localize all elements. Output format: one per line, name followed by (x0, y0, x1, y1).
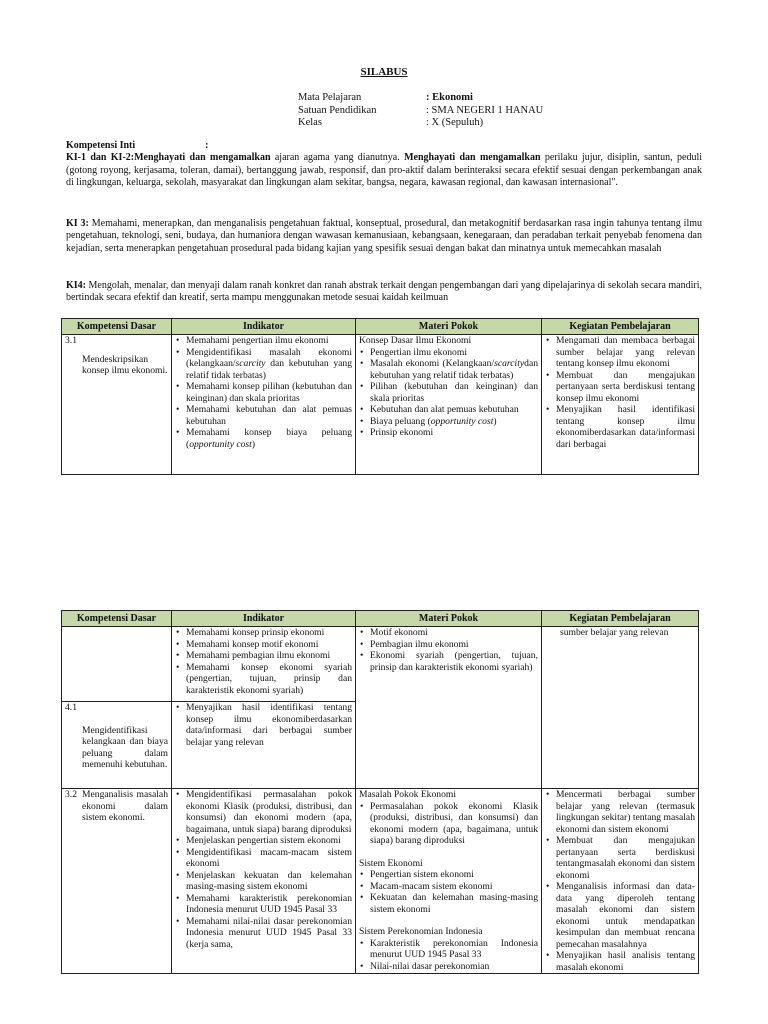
meta-row-school (298, 105, 543, 118)
ki-4-text: Mengolah, menalar, dan menyaji dalam ranah konkret dan ranah abstrak terkait dengan pengembangan dari yang dipelajarinya di sekolah secara mandiri, bertindak secara efektif dan kreatif, serta mampu menggunakan metode sesuai kaidah keilmuan (66, 280, 702, 304)
header-materi-pokok: Materi Pokok (356, 611, 542, 627)
list-item: • Membuat dan mengajukan pertanyaan serta berdiskusi tentangmasalah ekonomi dan sistem ekonomi (545, 835, 695, 881)
meta-row-subject (298, 92, 543, 105)
header-kegiatan: Kegiatan Pembelajaran (542, 319, 699, 335)
indikator-list (175, 627, 352, 696)
kegiatan-list (545, 789, 695, 973)
materi-list (359, 347, 538, 439)
table-row (62, 335, 699, 475)
materi-cell (356, 789, 542, 974)
list-item: • Membuat dan mengajukan pertanyaan serta berdiskusi tentang konsep ilmu ekonomi (545, 370, 695, 405)
kd-cell (62, 335, 172, 475)
ki-1-2-label: KI-1 dan KI-2:Menghayati dan mengamalkan (66, 152, 271, 164)
meta-value: : X (Sepuluh) (426, 117, 484, 129)
ki-4-label: KI4: (66, 280, 86, 291)
kd-number: 4.1 (65, 702, 77, 713)
indikator-list (175, 789, 352, 950)
kd-number: 3.1 (65, 335, 77, 346)
table-row (62, 789, 699, 974)
list-item: • Pengertian ilmu ekonomi (359, 347, 538, 359)
header-indikator: Indikator (172, 611, 356, 627)
indikator-cell (172, 702, 356, 789)
document-title: SILABUS (360, 66, 408, 78)
ki-heading-text: Kompetensi Inti (66, 140, 136, 151)
list-item: • Prinsip ekonomi (359, 427, 538, 439)
list-item: • Pilihan (kebutuhan dan keinginan) dan skala prioritas (359, 381, 538, 404)
ki-3-label: KI 3: (66, 218, 89, 229)
ki-section (66, 140, 702, 189)
header-materi-pokok: Materi Pokok (356, 319, 542, 335)
kd-text: Menganalisis masalah ekonomi dalam sistem ekonomi. (82, 789, 168, 823)
list-item: • Menyajikan hasil identifikasi tentang konsep ilmu ekonomiberdasarkan data/informasi dari berbagai (545, 404, 695, 450)
indikator-cell (172, 335, 356, 475)
list-item: • Ekonomi syariah (pengertian, tujuan, prinsip dan karakteristik ekonomi syariah) (359, 650, 538, 673)
ki-3-paragraph (66, 218, 702, 255)
list-item: • Memahami karakteristik perekonomian Indonesia menurut UUD 1945 Pasal 33 (175, 893, 352, 916)
list-item: • Mengidentifikasi macam-macam sistem ekonomi (175, 847, 352, 870)
list-item: • Macam-macam sistem ekonomi (359, 881, 538, 893)
list-item: • Nilai-nilai dasar perekonomian (359, 961, 538, 973)
table-header-row (62, 611, 699, 627)
list-item: • Motif ekonomi (359, 627, 538, 639)
list-item: • Masalah ekonomi (Kelangkaan/scarcitydan kebutuhan yang relatif tidak terbatas) (359, 358, 538, 381)
list-item: • Permasalahan pokok ekonomi Klasik (produksi, distribusi, dan konsumsi) dan ekonomi modern (apa, bagaimana, untuk siapa) barang diproduksi (359, 801, 538, 847)
list-item: • Memahami konsep motif ekonomi (175, 639, 352, 651)
meta-value: : Ekonomi (426, 92, 473, 103)
list-item: • Memahami pembagian ilmu ekonomi (175, 650, 352, 662)
materi-title: Sistem Ekonomi (359, 857, 423, 869)
list-item: • Kekuatan dan kelemahan masing-masing sistem ekonomi (359, 892, 538, 915)
header-kegiatan: Kegiatan Pembelajaran (542, 611, 699, 627)
materi-list (359, 869, 538, 915)
table-header-row (62, 319, 699, 335)
list-item: • Memahami konsep pilihan (kebutuhan dan keinginan) dan skala prioritas (175, 381, 352, 404)
meta-label: Mata Pelajaran (298, 92, 362, 103)
indikator-list (175, 335, 352, 450)
list-item: • Menyajikan hasil identifikasi tentang konsep ilmu ekonomiberdasarkan data/informasi dari berbagai sumber belajar yang relevan (175, 702, 352, 748)
header-kompetensi-dasar: Kompetensi Dasar (62, 611, 172, 627)
materi-list (359, 801, 538, 847)
list-item: • Menyajikan hasil analisis tentang masalah ekonomi (545, 950, 695, 973)
ki-1-2-text-rest: perilaku jujur, disiplin, santun, peduli (gotong royong, kerjasama, toleran, damai), bertanggung jawab, responsif, dan pro-aktif dalam berinteraksi secara efektif sesuai dengan perkembangan anak di lingkungan, keluarga, sekolah, masyarakat dan lingkungan alam sekitar, bangsa, negara, kawasan regional, dan kawasan internasional". (66, 152, 702, 188)
list-item: • Biaya peluang (opportunity cost) (359, 416, 538, 428)
list-item: • Menjelaskan pengertian sistem ekonomi (175, 835, 352, 847)
list-item: • Memahami nilai-nilai dasar perekonomian Indonesia menurut UUD 1945 Pasal 33 (kerja sama, (175, 916, 352, 951)
meta-label: Kelas (298, 117, 322, 129)
indikator-cell (172, 789, 356, 974)
ki-4-paragraph (66, 280, 702, 305)
indikator-list (175, 702, 352, 748)
materi-cell (356, 335, 542, 475)
list-item: • Mengamati dan membaca berbagai sumber belajar yang relevan tentang konsep ilmu ekonomi (545, 335, 695, 370)
list-item: • Mencermati berbagai sumber belajar yang relevan (termasuk lingkungan sekitar) tentang masalah ekonomi dan sistem ekonomi (545, 789, 695, 835)
materi-title: Masalah Pokok Ekonomi (359, 789, 456, 800)
kegiatan-list (545, 335, 695, 450)
list-item: • Karakteristik perekonomian Indonesia menurut UUD 1945 Pasal 33 (359, 938, 538, 961)
kd-text: Mengidentifikasi kelangkaan dan biaya peluang dalam memenuhi kebutuhan. (82, 724, 168, 770)
ki-heading (66, 140, 702, 152)
list-item: • Memahami konsep prinsip ekonomi (175, 627, 352, 639)
ki-1-2-text: ajaran agama yang dianutnya. (270, 152, 405, 164)
kegiatan-cell (542, 627, 699, 789)
kegiatan-continued: sumber belajar yang relevan (560, 627, 669, 638)
kd-cell (62, 702, 172, 789)
meta-value: : SMA NEGERI 1 HANAU (426, 104, 544, 116)
ki-heading-colon: : (205, 140, 209, 151)
syllabus-table-1 (61, 318, 699, 475)
ki-1-2-bold: Menghayati dan mengamalkan (404, 152, 541, 164)
kd-block (65, 789, 168, 824)
ki-3-text: Memahami, menerapkan, dan menganalisis pengetahuan faktual, konseptual, prosedural, dan metakognitif berdasarkan rasa ingin tahunya tentang ilmu pengetahuan, teknologi, seni, budaya, dan humaniora dengan wawasan kemanusiaan, kebangsaan, kenegaraan, dan peradaban terkait penyebab fenomena dan kejadian, serta menerapkan pengetahuan prosedural pada bidang kajian yang spesifik sesuai dengan bakat dan minatnya untuk memecahkan masalah (66, 218, 703, 254)
materi-list (359, 627, 538, 673)
list-item: • Menjelaskan kekuatan dan kelemahan masing-masing sistem ekonomi (175, 870, 352, 893)
syllabus-table-2 (61, 610, 699, 974)
indikator-cell (172, 627, 356, 702)
ki-1-2-paragraph (66, 152, 702, 189)
list-item: • Kebutuhan dan alat pemuas kebutuhan (359, 404, 538, 416)
list-item: • Menganalisis informasi dan data-data yang diperoleh tentang masalah ekonomi dan sistem ekonomi untuk mendapatkan kesimpulan dan membuat rencana pemecahan masalahnya (545, 881, 695, 950)
list-item: • Mengidentifikasi masalah ekonomi (kelangkaan/scarcity dan kebutuhan yang relatif tidak terbatas) (175, 347, 352, 382)
list-item: • Pembagian ilmu ekonomi (359, 639, 538, 651)
subject-info (298, 92, 543, 130)
list-item: • Memahami kebutuhan dan alat pemuas kebutuhan (175, 404, 352, 427)
table-row (62, 627, 699, 702)
header-indikator: Indikator (172, 319, 356, 335)
list-item: • Pengertian sistem ekonomi (359, 869, 538, 881)
list-item: • Memahami pengertian ilmu ekonomi (175, 335, 352, 347)
list-item: • Memahami konsep biaya peluang (opportunity cost) (175, 427, 352, 450)
kegiatan-cell (542, 335, 699, 475)
meta-label: Satuan Pendidikan (298, 104, 377, 116)
list-item: • Mengidentifikasi permasalahan pokok ekonomi Klasik (produksi, distribusi, dan konsumsi) dan ekonomi modern (apa, bagaimana, untuk siapa) barang diproduksi (175, 789, 352, 835)
header-kompetensi-dasar: Kompetensi Dasar (62, 319, 172, 335)
materi-title: Konsep Dasar Ilmu Ekonomi (359, 335, 472, 346)
materi-title: Sistem Perekonomian Indonesia (359, 926, 483, 937)
kegiatan-cell (542, 789, 699, 974)
kd-cell (62, 789, 172, 974)
kd-cell (62, 627, 172, 702)
list-item: • Memahami konsep ekonomi syariah (pengertian, tujuan, prinsip dan karakteristik ekonomi syariah) (175, 662, 352, 697)
kd-text: Mendeskripsikan konsep ilmu ekonomi. (82, 353, 168, 376)
kd-number: 3.2 (65, 789, 77, 800)
materi-cell (356, 627, 542, 789)
materi-list (359, 938, 538, 973)
meta-row-class (298, 117, 543, 130)
